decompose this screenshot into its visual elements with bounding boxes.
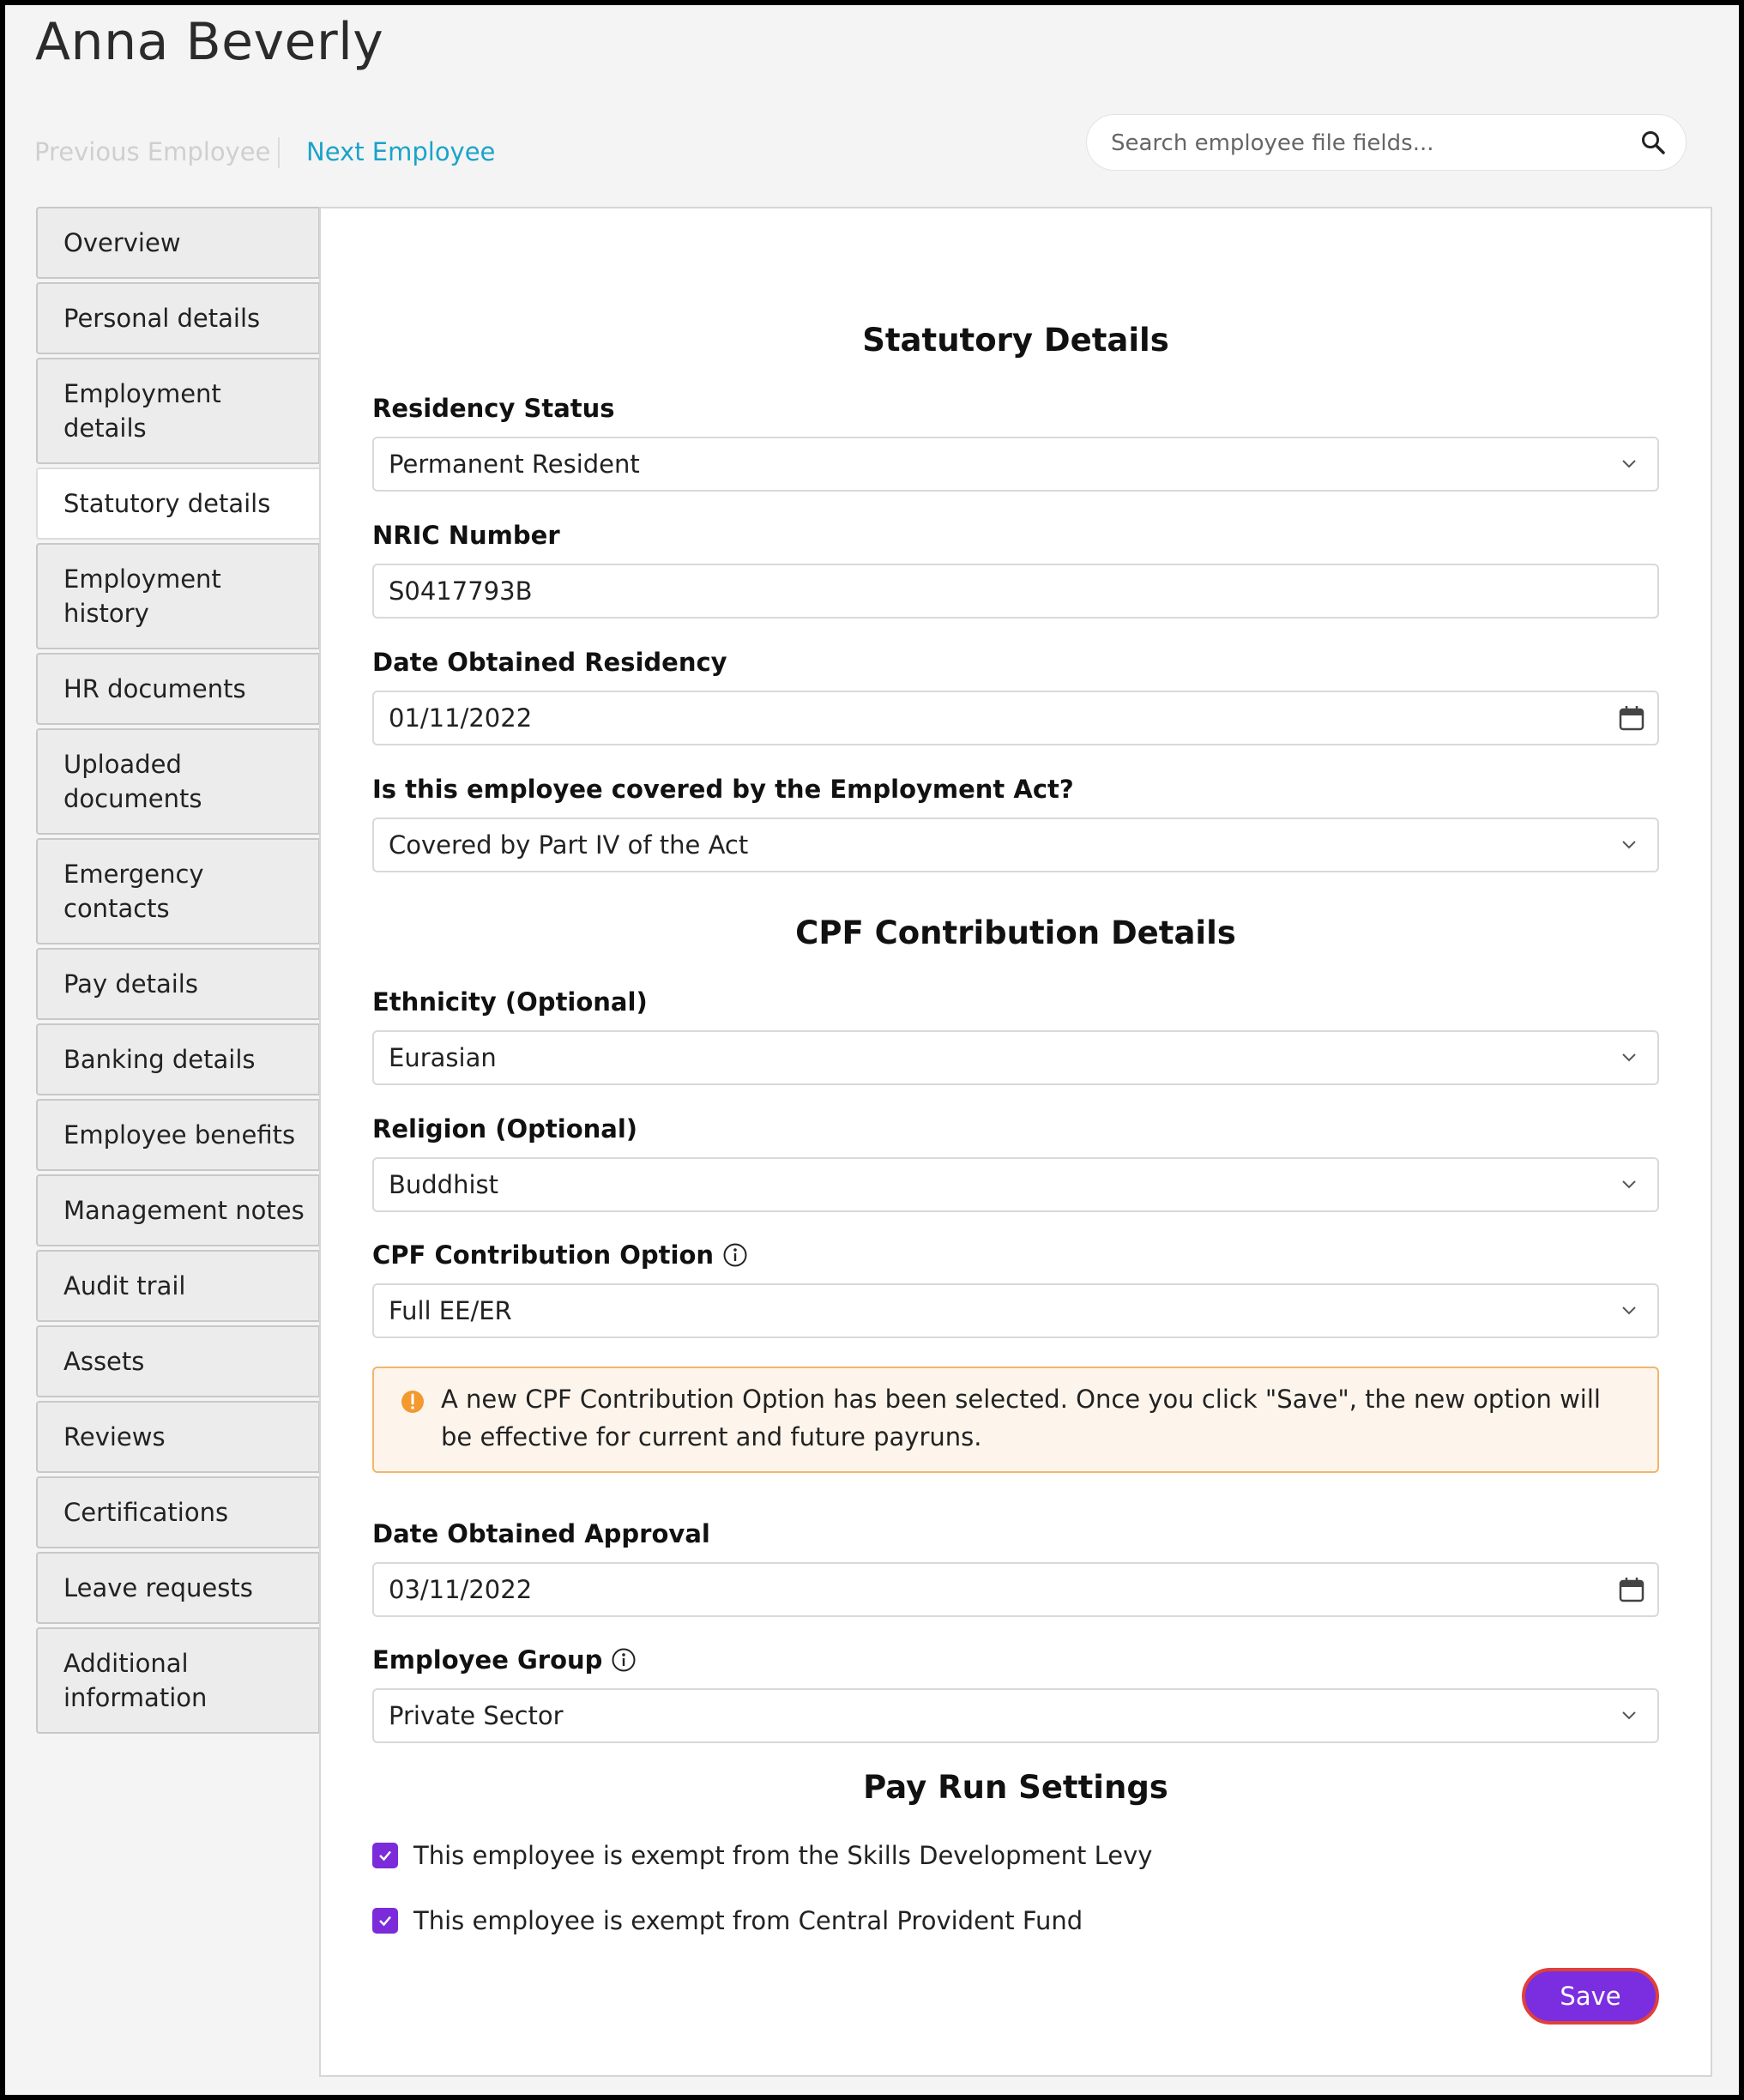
date-obtained-residency-label: Date Obtained Residency — [372, 648, 727, 677]
sidebar-item-label: Emergency contacts — [63, 860, 204, 923]
date-obtained-residency-value: 01/11/2022 — [389, 703, 533, 733]
sidebar-item-label: Personal details — [63, 304, 261, 333]
sidebar-item-emergency-contacts[interactable] — [36, 838, 320, 944]
ethnicity-value: Eurasian — [389, 1043, 497, 1072]
residency-status-label: Residency Status — [372, 394, 615, 423]
date-obtained-approval-input[interactable] — [372, 1562, 1659, 1617]
sidebar-item-label: Uploaded documents — [63, 750, 202, 813]
employee-name: Anna Beverly — [35, 12, 384, 72]
employee-group-value: Private Sector — [389, 1701, 564, 1730]
statutory-details-title: Statutory Details — [862, 322, 1169, 359]
sidebar-item-label: Additional information — [63, 1649, 208, 1712]
search-icon[interactable] — [1639, 129, 1667, 156]
search-box — [1086, 114, 1687, 171]
cpf-contribution-option-value: Full EE/ER — [389, 1296, 512, 1325]
sidebar-item-label: Banking details — [63, 1045, 256, 1074]
sdl-exempt-label: This employee is exempt from the Skills Development Levy — [413, 1841, 1153, 1870]
search-input[interactable] — [1109, 115, 1610, 172]
sidebar-item-label: Employment details — [63, 379, 221, 443]
employee-group-select[interactable] — [372, 1688, 1659, 1743]
next-employee-link[interactable]: Next Employee — [306, 137, 496, 166]
sidebar-item-leave-requests[interactable] — [36, 1552, 320, 1624]
sidebar-item-certifications[interactable] — [36, 1476, 320, 1548]
save-button[interactable]: Save — [1522, 1968, 1659, 2025]
nric-number-input[interactable] — [372, 564, 1659, 619]
nric-number-label: NRIC Number — [372, 521, 560, 550]
sidebar-item-uploaded-documents[interactable] — [36, 728, 320, 835]
warning-icon — [400, 1389, 425, 1415]
sidebar-item-label: Management notes — [63, 1196, 305, 1225]
sidebar-item-label: Statutory details — [63, 489, 271, 518]
sidebar-item-additional-information[interactable] — [36, 1627, 320, 1734]
cpf-exempt-option — [372, 1906, 1083, 1935]
sdl-exempt-option — [372, 1841, 1152, 1870]
sidebar-item-label: Assets — [63, 1347, 145, 1376]
statutory-details-panel — [319, 207, 1712, 2077]
sidebar-item-pay-details[interactable] — [36, 948, 320, 1020]
religion-label: Religion (Optional) — [372, 1114, 638, 1144]
ethnicity-label: Ethnicity (Optional) — [372, 987, 648, 1017]
employment-act-value: Covered by Part IV of the Act — [389, 830, 749, 860]
sidebar-item-audit-trail[interactable] — [36, 1250, 320, 1322]
sidebar-item-label: Certifications — [63, 1498, 229, 1527]
sidebar-item-label: Leave requests — [63, 1573, 253, 1602]
sidebar-item-employment-details[interactable] — [36, 358, 320, 464]
sidebar-item-banking-details[interactable] — [36, 1023, 320, 1095]
cpf-option-alert — [372, 1367, 1659, 1473]
check-icon — [377, 1847, 394, 1864]
residency-status-select[interactable] — [372, 437, 1659, 492]
sidebar-item-management-notes[interactable] — [36, 1174, 320, 1246]
sidebar-item-label: Audit trail — [63, 1271, 186, 1300]
date-obtained-approval-value: 03/11/2022 — [389, 1575, 533, 1604]
chevron-down-icon — [1620, 838, 1638, 852]
calendar-icon[interactable] — [1618, 704, 1645, 732]
cpf-contribution-details-title: CPF Contribution Details — [795, 914, 1236, 951]
sidebar-item-label: Pay details — [63, 969, 198, 999]
sidebar-item-employee-benefits[interactable] — [36, 1099, 320, 1171]
ethnicity-select[interactable] — [372, 1030, 1659, 1085]
chevron-down-icon — [1620, 1051, 1638, 1065]
sdl-exempt-checkbox[interactable] — [372, 1843, 398, 1868]
info-icon[interactable] — [611, 1647, 637, 1673]
cpf-exempt-label: This employee is exempt from Central Provident Fund — [413, 1906, 1083, 1935]
chevron-down-icon — [1620, 457, 1638, 471]
chevron-down-icon — [1620, 1709, 1638, 1723]
religion-select[interactable] — [372, 1157, 1659, 1212]
info-icon[interactable] — [722, 1242, 748, 1268]
chevron-down-icon — [1620, 1178, 1638, 1192]
sidebar-item-overview[interactable] — [36, 207, 320, 279]
employee-group-label: Employee Group — [372, 1645, 637, 1675]
alert-message: A new CPF Contribution Option has been selected. Once you click "Save", the new option will be effective for current and future payruns. — [441, 1385, 1601, 1451]
sidebar-item-label: Reviews — [63, 1422, 166, 1451]
nav-divider — [278, 137, 280, 168]
sidebar-item-label: Overview — [63, 228, 181, 257]
employment-act-label: Is this employee covered by the Employment Act? — [372, 775, 1074, 804]
sidebar-item-assets[interactable] — [36, 1325, 320, 1397]
religion-value: Buddhist — [389, 1170, 499, 1199]
employment-act-select[interactable] — [372, 818, 1659, 872]
sidebar-item-label: Employee benefits — [63, 1120, 296, 1150]
sidebar-item-hr-documents[interactable] — [36, 653, 320, 725]
cpf-contribution-option-label: CPF Contribution Option — [372, 1240, 748, 1270]
pay-run-settings-title: Pay Run Settings — [863, 1769, 1168, 1806]
previous-employee-link[interactable]: Previous Employee — [34, 137, 271, 166]
date-obtained-residency-input[interactable] — [372, 691, 1659, 745]
calendar-icon[interactable] — [1618, 1576, 1645, 1603]
sidebar-item-reviews[interactable] — [36, 1401, 320, 1473]
nric-number-value: S0417793B — [389, 576, 533, 606]
cpf-contribution-option-select[interactable] — [372, 1283, 1659, 1338]
sidebar-item-statutory-details[interactable] — [36, 468, 323, 540]
chevron-down-icon — [1620, 1304, 1638, 1318]
sidebar-item-personal-details[interactable] — [36, 282, 320, 354]
sidebar-item-employment-history[interactable] — [36, 543, 320, 649]
sidebar-item-label: HR documents — [63, 674, 246, 703]
residency-status-value: Permanent Resident — [389, 450, 640, 479]
check-icon — [377, 1912, 394, 1929]
cpf-exempt-checkbox[interactable] — [372, 1908, 398, 1934]
sidebar-item-label: Employment history — [63, 564, 221, 628]
date-obtained-approval-label: Date Obtained Approval — [372, 1519, 710, 1548]
